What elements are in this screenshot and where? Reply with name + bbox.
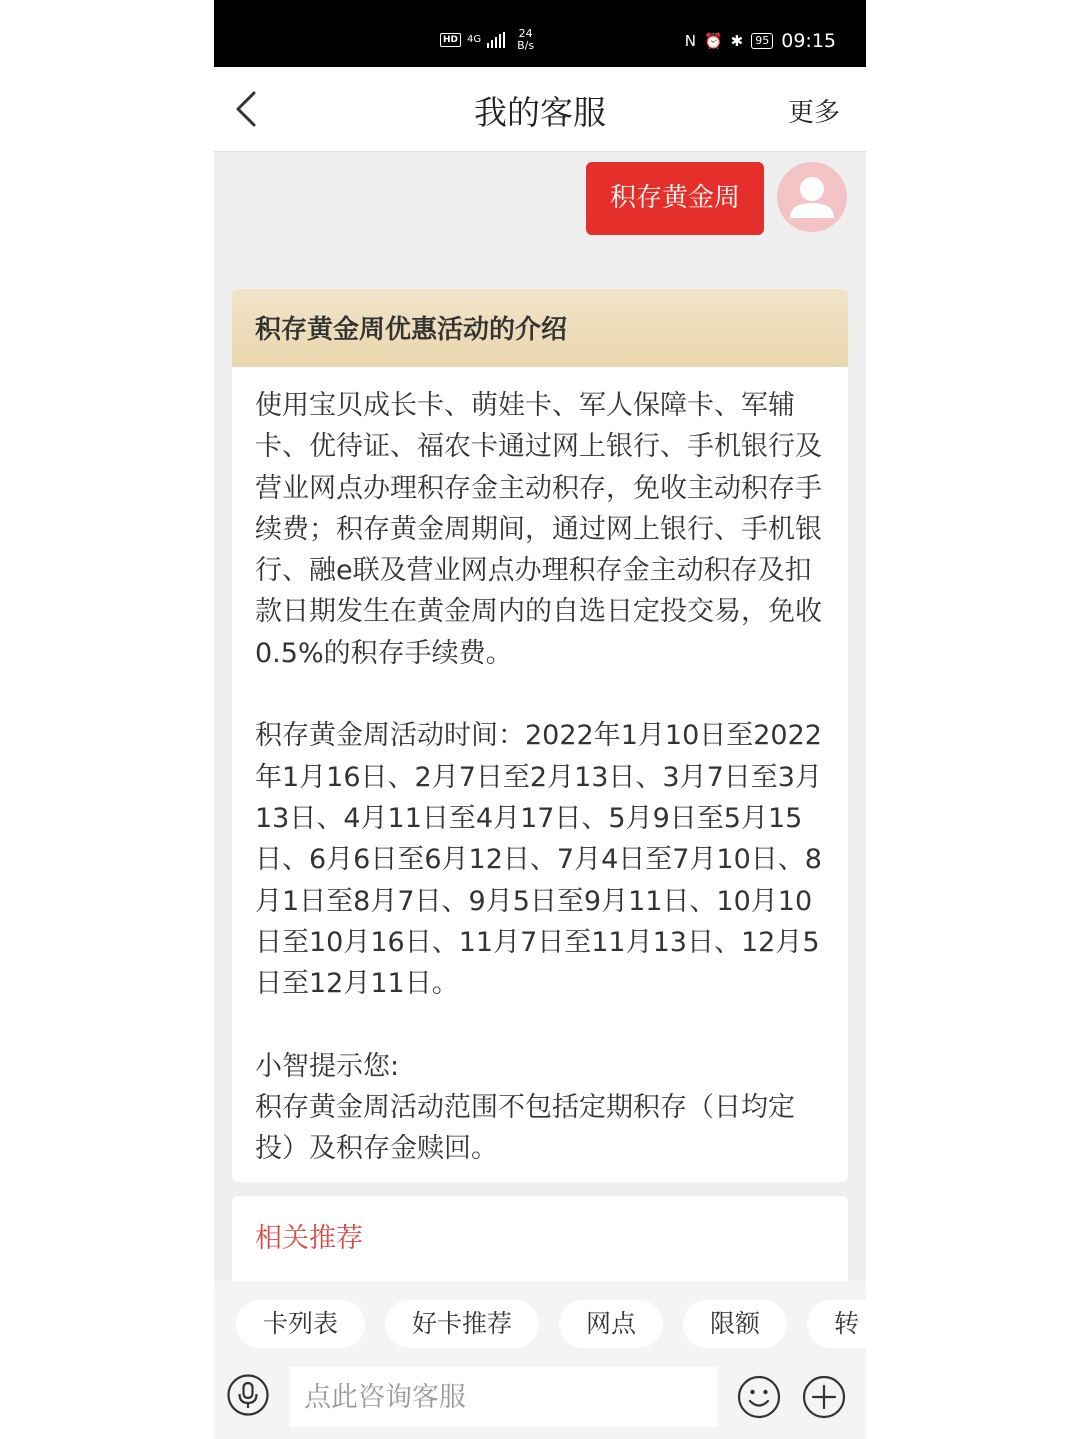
bluetooth-icon: ✱ bbox=[730, 32, 744, 50]
system-status bbox=[685, 30, 836, 52]
plus-icon bbox=[802, 1375, 846, 1419]
quick-reply-branch[interactable]: 网点 bbox=[559, 1300, 663, 1348]
tip-text: 积存黄金周活动范围不包括定期积存（日均定投）及积存金赎回。 bbox=[255, 1092, 795, 1165]
network-status bbox=[440, 28, 534, 52]
user-silhouette-icon bbox=[777, 162, 847, 232]
emoji-icon bbox=[737, 1375, 781, 1419]
more-button[interactable]: 更多 bbox=[787, 98, 840, 128]
quick-reply-card-list[interactable]: 卡列表 bbox=[236, 1300, 365, 1348]
plus-button[interactable] bbox=[802, 1375, 846, 1419]
phone-screen bbox=[214, 0, 866, 1439]
quick-reply-card-recommend[interactable]: 好卡推荐 bbox=[385, 1300, 539, 1348]
recommend-title: 相关推荐 bbox=[255, 1223, 363, 1254]
consult-input[interactable] bbox=[290, 1367, 717, 1427]
nfc-icon: N bbox=[684, 32, 696, 50]
emoji-button[interactable] bbox=[737, 1375, 781, 1419]
page-title: 我的客服 bbox=[474, 93, 606, 132]
status-bar bbox=[214, 0, 866, 67]
quick-reply-transfer[interactable]: 转 bbox=[807, 1300, 866, 1348]
voice-button[interactable] bbox=[227, 1374, 269, 1416]
network-type: 4G bbox=[467, 34, 482, 45]
clock: 09:15 bbox=[781, 30, 836, 52]
network-speed bbox=[517, 28, 534, 52]
alarm-icon: ⏰ bbox=[703, 32, 723, 50]
answer-card bbox=[232, 289, 848, 1182]
quick-reply-limit[interactable]: 限额 bbox=[683, 1300, 787, 1348]
user-message-bubble: 积存黄金周 bbox=[586, 162, 764, 235]
answer-title: 积存黄金周优惠活动的介绍 bbox=[232, 289, 848, 367]
battery-icon: 95 bbox=[751, 33, 773, 49]
answer-body bbox=[232, 367, 848, 1170]
tip-label: 小智提示您: bbox=[255, 1050, 400, 1082]
user-avatar-icon bbox=[777, 162, 847, 232]
bottom-panel bbox=[214, 1281, 866, 1439]
network-speed-value: 24 bbox=[518, 27, 533, 40]
microphone-icon bbox=[227, 1374, 269, 1416]
answer-tip bbox=[255, 1046, 826, 1170]
signal-icon bbox=[487, 32, 505, 48]
nav-bar bbox=[214, 67, 866, 152]
answer-paragraph-1: 使用宝贝成长卡、萌娃卡、军人保障卡、军辅卡、优待证、福农卡通过网上银行、手机银行及营业网点办理积存金主动积存，免收主动积存手续费；积存黄金周期间，通过网上银行、手机银行、融e联及营业网点办理积存金主动积存及扣款日期发生在黄金周内的自选日定投交易，免收0.5%的积存手续费。 bbox=[255, 390, 822, 669]
network-speed-unit: B/s bbox=[517, 39, 535, 52]
quick-reply-list bbox=[236, 1300, 866, 1348]
answer-paragraph-2: 积存黄金周活动时间：2022年1月10日至2022年1月16日、2月7日至2月13日、3月7日至3月13日、4月11日至4月17日、5月9日至5月15日、6月6日至6月12日、7月4日至7月10日、8月1日至8月7日、9月5日至9月11日、10月10日至10月16日、11月7日至11月13日、12月5日至12月11日。 bbox=[255, 720, 822, 1000]
hd-badge: HD bbox=[440, 33, 461, 47]
